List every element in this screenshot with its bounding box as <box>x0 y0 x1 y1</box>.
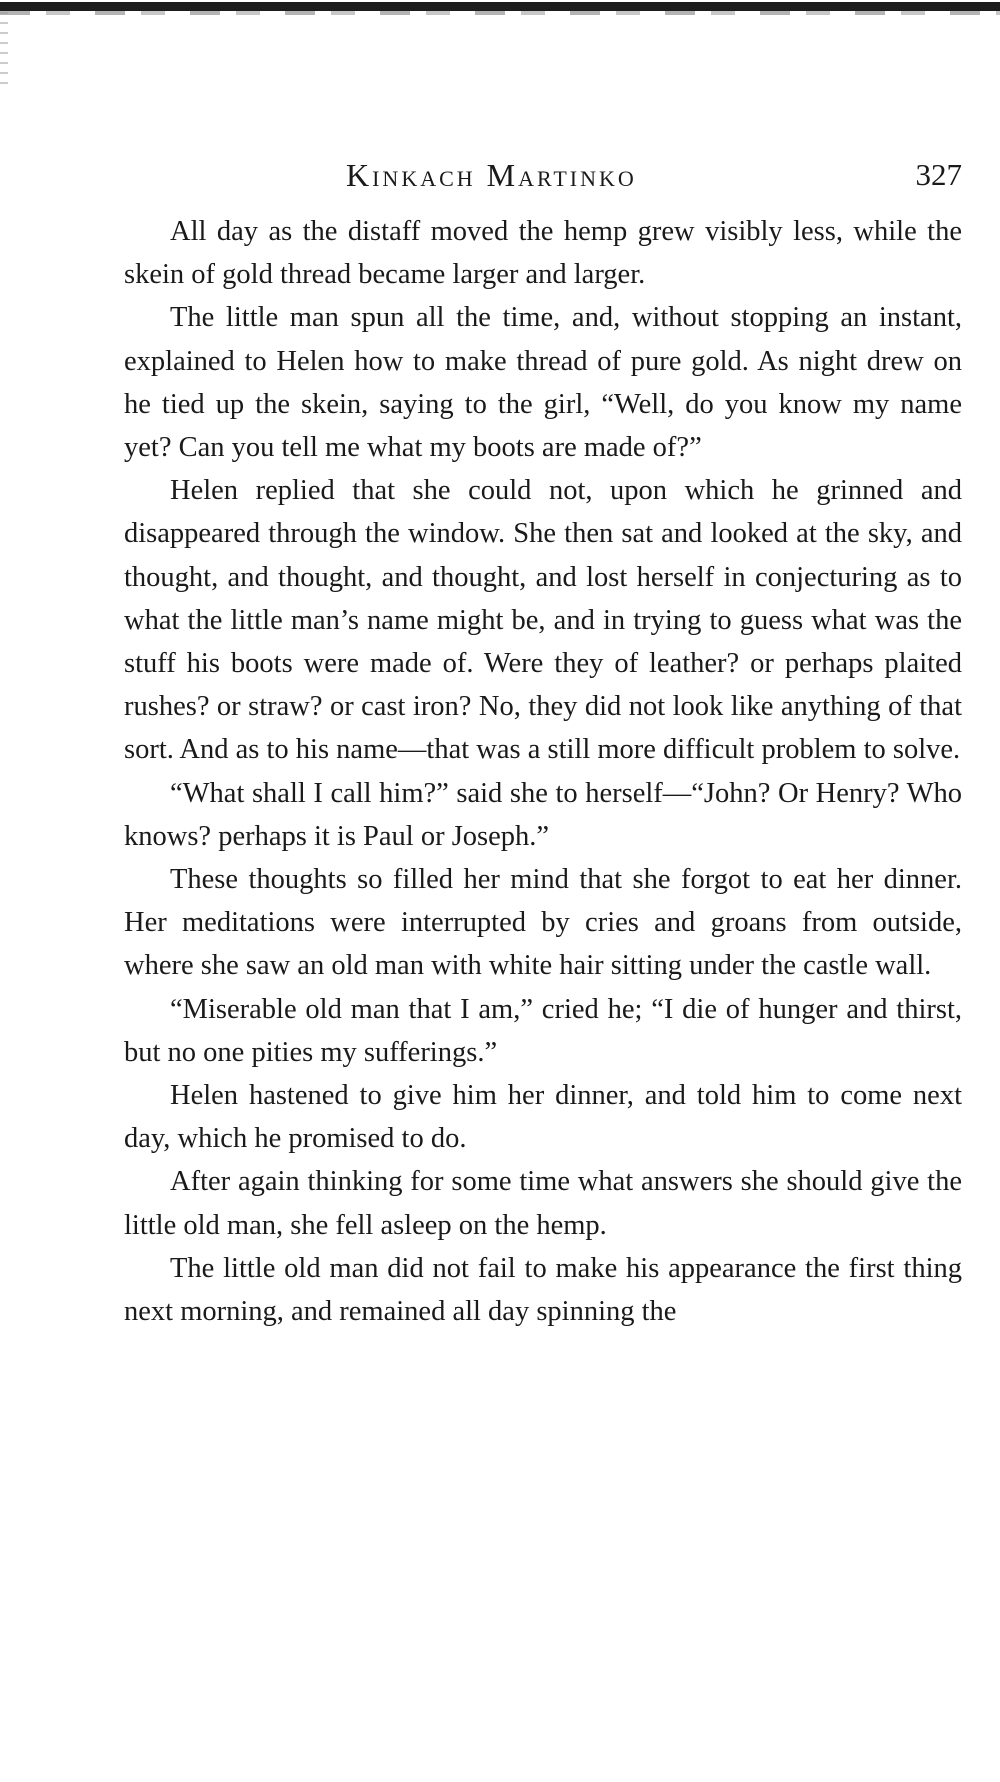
body-text <box>124 210 962 1333</box>
paragraph: Helen replied that she could not, upon which he grinned and disappeared through the window. She then sat and looked at the sky, and thought, and thought, and thought, and lost herself in conjecturing as to what the little man’s name might be, and in trying to guess what was the stuff his boots were made of. Were they of leather? or perhaps plaited rushes? or straw? or cast iron? No, they did not look like anything of that sort. And as to his name—that was a still more difficult problem to solve. <box>124 475 962 766</box>
paragraph: The little old man did not fail to make his appearance the first thing next morning, and remained all day spinning the <box>124 1252 962 1328</box>
top-edge-rule <box>0 2 1000 11</box>
paragraph: These thoughts so filled her mind that she forgot to eat her dinner. Her meditations were interrupted by cries and groans from outside, where she saw an old man with white hair sitting under the castle wall. <box>124 864 962 982</box>
paragraph: The little man spun all the time, and, without stopping an instant, explained to Helen how to make thread of pure gold. As night drew on he tied up the skein, saying to the girl, “Well, do you know my name yet? Can you tell me what my boots are made of?” <box>124 302 962 464</box>
paragraph: All day as the distaff moved the hemp grew visibly less, while the skein of gold thread became larger and larger. <box>124 216 962 291</box>
paragraph: Helen hastened to give him her dinner, and told him to come next day, which he promised to do. <box>124 1080 962 1155</box>
running-header <box>124 152 962 198</box>
top-edge-scan-noise <box>0 11 1000 15</box>
paragraph: “Miserable old man that I am,” cried he; “I die of hunger and thirst, but no one pities my sufferings.” <box>124 993 962 1068</box>
running-title: Kinkach Martinko <box>346 157 637 193</box>
left-margin-scan-marks <box>0 12 8 90</box>
page-number: 327 <box>915 157 962 192</box>
paragraph: After again thinking for some time what answers she should give the little old man, she fell asleep on the hemp. <box>124 1166 962 1241</box>
paragraph: “What shall I call him?” said she to herself—“John? Or Henry? Who knows? perhaps it is Paul or Joseph.” <box>124 777 962 852</box>
